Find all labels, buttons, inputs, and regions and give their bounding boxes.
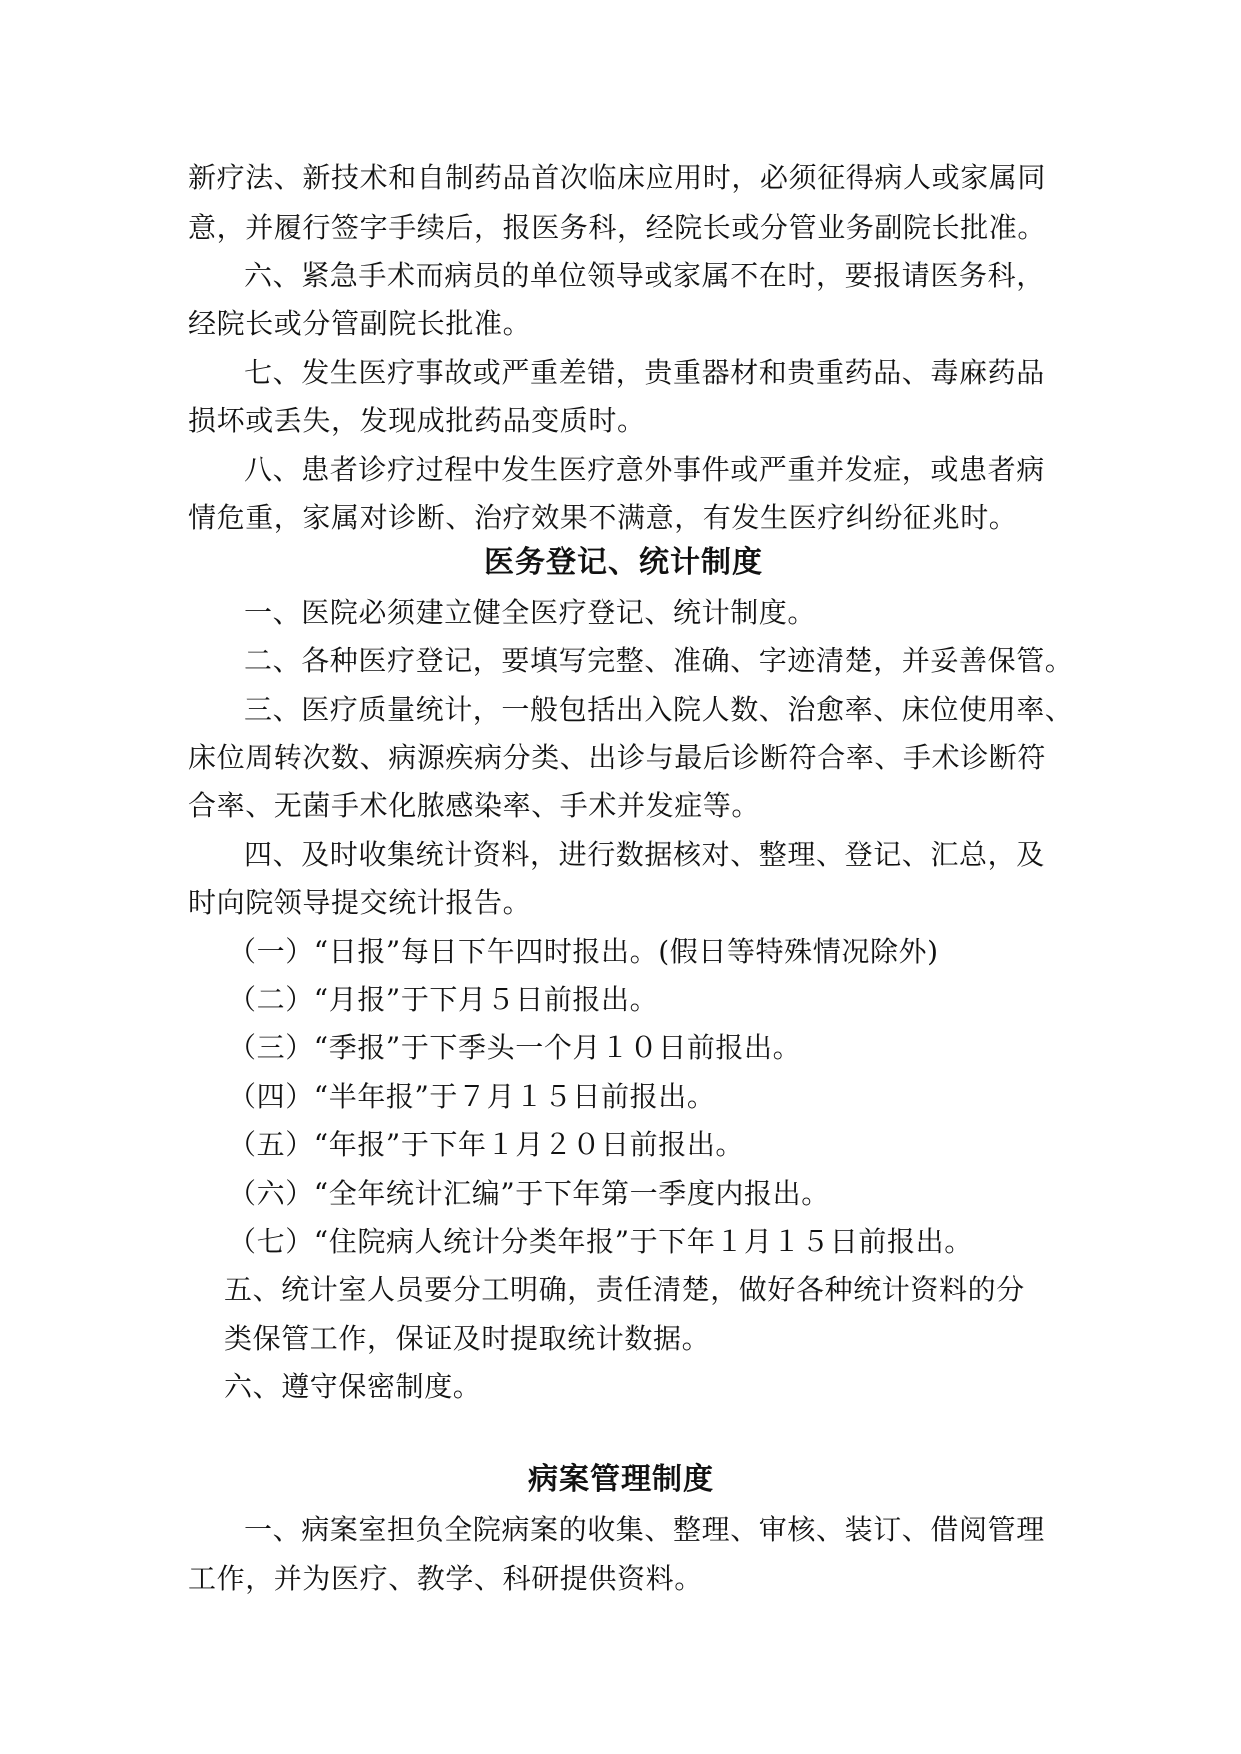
paragraph-line: 五、统计室人员要分工明确，责任清楚，做好各种统计资料的分	[224, 1273, 1025, 1306]
paragraph-line: 六、紧急手术而病员的单位领导或家属不在时，要报请医务科，	[244, 259, 1045, 292]
paragraph-line: 一、病案室担负全院病案的收集、整理、审核、装订、借阅管理	[244, 1513, 1045, 1546]
paragraph-line: 六、遵守保密制度。	[224, 1370, 482, 1403]
paragraph-line: 一、医院必须建立健全医疗登记、统计制度。	[244, 596, 817, 629]
paragraph-line: 意，并履行签字手续后，报医务科，经院长或分管业务副院长批准。	[188, 211, 1047, 244]
paragraph-line: 类保管工作，保证及时提取统计数据。	[224, 1322, 711, 1355]
paragraph-line: 八、患者诊疗过程中发生医疗意外事件或严重并发症，或患者病	[244, 453, 1045, 486]
paragraph-line: 七、发生医疗事故或严重差错，贵重器材和贵重药品、毒麻药品	[244, 356, 1045, 389]
section-title: 病案管理制度	[528, 1462, 714, 1497]
list-item: （二）“月报”于下月５日前报出。	[228, 983, 659, 1016]
list-item: （七）“住院病人统计分类年报”于下年１月１５日前报出。	[228, 1225, 973, 1258]
paragraph-line: 新疗法、新技术和自制药品首次临床应用时，必须征得病人或家属同	[188, 161, 1047, 194]
list-item: （四）“半年报”于７月１５日前报出。	[228, 1080, 716, 1113]
paragraph-line: 二、各种医疗登记，要填写完整、准确、字迹清楚，并妥善保管。	[244, 644, 1074, 677]
paragraph-line: 三、医疗质量统计，一般包括出入院人数、治愈率、床位使用率、	[244, 693, 1074, 726]
paragraph-line: 工作，并为医疗、教学、科研提供资料。	[188, 1562, 703, 1595]
paragraph-line: 情危重，家属对诊断、治疗效果不满意，有发生医疗纠纷征兆时。	[188, 501, 1018, 534]
paragraph-line: 四、及时收集统计资料，进行数据核对、整理、登记、汇总，及	[244, 838, 1045, 871]
list-item: （三）“季报”于下季头一个月１０日前报出。	[228, 1031, 802, 1064]
list-item: （一）“日报”每日下午四时报出。(假日等特殊情况除外)	[228, 935, 939, 968]
list-item: （五）“年报”于下年１月２０日前报出。	[228, 1128, 745, 1161]
paragraph-line: 经院长或分管副院长批准。	[188, 307, 532, 340]
paragraph-line: 合率、无菌手术化脓感染率、手术并发症等。	[188, 789, 761, 822]
list-item: （六）“全年统计汇编”于下年第一季度内报出。	[228, 1177, 830, 1210]
paragraph-line: 损坏或丢失，发现成批药品变质时。	[188, 404, 646, 437]
paragraph-line: 床位周转次数、病源疾病分类、出诊与最后诊断符合率、手术诊断符	[188, 741, 1047, 774]
section-title: 医务登记、统计制度	[484, 545, 763, 580]
paragraph-line: 时向院领导提交统计报告。	[188, 886, 532, 919]
